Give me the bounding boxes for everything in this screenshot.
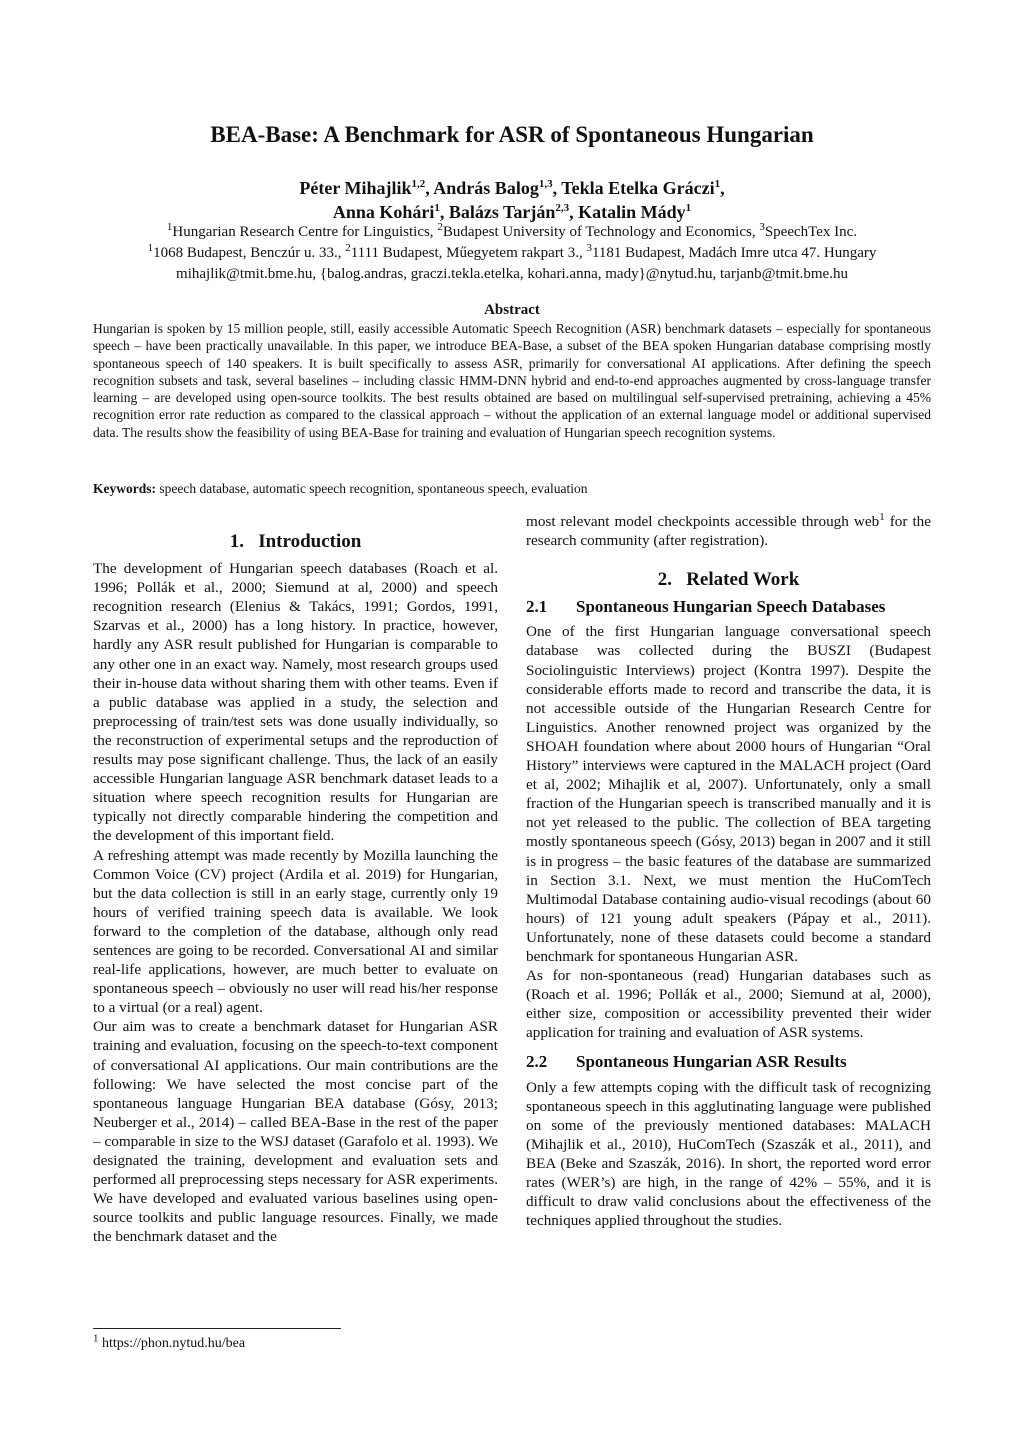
author-name: Anna Kohári [332,202,435,222]
keywords-label: Keywords: [93,481,156,496]
subsection-heading-databases [526,597,931,616]
affil-sup: 2 [437,221,443,233]
affil-sup: 2 [345,242,351,254]
paragraph-text: for the research community (after registration). [526,513,931,550]
footnote-marker: 1 [879,510,885,523]
author-name: Tekla Etelka Gráczi [561,178,715,198]
footnote-rule [93,1328,341,1329]
author-line-2 [0,200,1024,224]
right-column [526,512,931,1230]
affil-sup: 1 [147,242,154,254]
affil-text: SpeechTex Inc. [764,224,858,240]
author-name: András Balog [433,178,539,198]
author-name: Balázs Tarján [448,202,556,222]
section-heading-introduction: 1. Introduction [229,531,362,552]
author-sep: , [720,178,725,198]
affil-sup: 1 [166,221,173,233]
author-affil-sup: 1 [434,202,440,214]
paragraph-text: most relevant model checkpoints accessible through web [526,513,880,530]
keywords [93,480,931,497]
paragraph: Our aim was to create a benchmark dataset for Hungarian ASR training and evaluation, focusing on the speech-to-text component of conversational AI applications. Our main contributions are the following: We have selected the most concise part of the spontaneous language Hungarian BEA database (Gósy, 2013; Neuberger et al., 2014) – called BEA-Base in the rest of the paper – comparable in size to the WSJ dataset (Garafolo et al. 1993). We designated the training, development and evaluation sets and performed all preprocessing steps necessary for ASR experiments. We have developed and evaluated various baselines using open-source toolkits and public language resources. Finally, we made the benchmark dataset and the [93,1018,498,1246]
author-sep: , [552,178,562,198]
paragraph: As for non-spontaneous (read) Hungarian databases such as (Roach et al. 1996; Pollák et al., 2000; Siemund at al, 2000), either size, composition or accessibility prevented their wider application for training and evaluation of ASR systems. [526,967,931,1042]
author-sep: , [569,202,579,222]
author-name: Katalin Mády [578,202,686,222]
abstract-heading: Abstract [484,302,540,318]
author-list [0,176,1024,224]
paragraph-continued [526,512,931,550]
footnote-link[interactable]: https://phon.nytud.hu/bea [98,1336,246,1351]
paragraph: Only a few attempts coping with the difficult task of recognizing spontaneous speech in this agglutinating language were published on some of the previously mentioned databases: MALACH (Mihajlik et al., 2010), HuComTech (Szaszák et al., 2011), and BEA (Beke and Szaszák, 2016). In short, the reported word error rates (WER’s) are high, in the range of 42% – 55%, and it is difficult to draw valid conclusions about the effectiveness of the techniques applied throughout the studies. [526,1078,931,1230]
paragraph: The development of Hungarian speech databases (Roach et al. 1996; Pollák et al., 2000; Siemund at al, 2000) and speech recognition research (Elenius & Takács, 1991; Gordos, 1991, Szarvas et al., 2000) has a long history. In practice, however, hardly any ASR result published for Hungarian is comparable to any other one in an exact way. Namely, most research groups used their in-house data without sharing them with other teams. Even if a public database was applied in a study, the selection and preprocessing of train/test sets was done usually individually, so the reconstruction of experimental setups and the reproduction of results may pose significant challenge. Thus, the lack of an easily accessible Hungarian language ASR benchmark dataset leads to a situation where speech recognition results for Hungarian are typically not directly comparable hindering the competition and the development of this important field. [93,560,498,845]
author-affil-sup: 1 [685,202,692,214]
affil-sup: 3 [586,242,592,254]
affil-text: 1181 Budapest, Madách Imre utca 47. Hungary [591,245,877,261]
affiliation-names [0,222,1024,243]
affiliations [0,222,1024,285]
author-affil-sup: 1,2 [411,178,426,190]
author-emails: mihajlik@tmit.bme.hu, {balog.andras, graczi.tekla.etelka, kohari.anna, mady}@nytud.hu, tarjanb@tmit.bme.hu [176,266,848,282]
footnote [93,1332,246,1352]
affil-text: 1068 Budapest, Benczúr u. 33., [153,245,346,261]
paragraph: One of the first Hungarian language conversational speech database was collected during the BUSZI (Budapest Sociolinguistic Interviews) project (Kontra 1997). Despite the considerable efforts made to record and transcribe the data, it is not accessible outside of the Hungarian Research Centre for Linguistics. Another renowned project was organized by the SHOAH foundation where about 2000 hours of Hungarian “Oral History” interviews were captured in the MALACH project (Oard et al, 2002; Mihajlik et al, 2007). Unfortunately, only a small fraction of the Hungarian speech is transcribed manually and it is not yet released to the public. The collection of BEA targeting mostly spontaneous speech (Gósy, 2013) began in 2007 and it still is in progress – the basic features of the database are summarized in Section 3.1. Next, we must mention the HuComTech Multimodal Database containing audio-visual recodings (about 60 hours) of 121 young adult speakers (Pápay et al., 2011). Unfortunately, none of these datasets could become a standard benchmark for spontaneous Hungarian ASR. [526,623,931,965]
affil-text: 1111 Budapest, Műegyetem rakpart 3., [350,245,587,261]
subsection-number: 2.2 [526,1052,548,1072]
subsection-number: 2.1 [526,597,548,617]
subsection-title: Spontaneous Hungarian Speech Databases [576,597,886,617]
affil-sup: 3 [759,221,765,233]
affil-text: Budapest University of Technology and Economics, [442,224,760,240]
footnote-number: 1 [93,1332,99,1345]
subsection-title: Spontaneous Hungarian ASR Results [576,1052,847,1072]
affiliation-addresses [0,243,1024,264]
section-heading-related-work: 2. Related Work [657,569,800,591]
author-affil-sup: 1,3 [538,178,553,190]
author-sep: , [439,202,449,222]
author-affil-sup: 1 [714,178,721,190]
author-name: Péter Mihajlik [299,178,412,198]
subsection-heading-asr-results [526,1052,931,1071]
author-line-1 [0,176,1024,200]
left-column [93,532,498,1246]
keywords-text: speech database, automatic speech recognition, spontaneous speech, evaluation [156,481,588,496]
paper-title: BEA-Base: A Benchmark for ASR of Spontaneous Hungarian [210,122,814,147]
author-affil-sup: 2,3 [555,202,570,214]
paragraph: A refreshing attempt was made recently by Mozilla launching the Common Voice (CV) project (Ardila et al. 2019) for Hungarian, but the data collection is still in an early stage, currently only 19 hours of verified training speech data is available. We look forward to the completion of the database, although only read sentences are going to be recorded. Conversational AI and similar real-life applications, however, are much better to evaluate on spontaneous speech – obviously no user will read his/her response to a virtual (or a real) agent. [93,846,498,1017]
abstract-text: Hungarian is spoken by 15 million people, still, easily accessible Automatic Speech Recognition (ASR) benchmark datasets – especially for spontaneous speech – have been practically unavailable. In this paper, we introduce BEA-Base, a subset of the BEA spoken Hungarian database comprising mostly spontaneous speech of 140 speakers. It is built specifically to assess ASR, primarily for conversational AI applications. After defining the speech recognition subsets and task, several baselines – including classic HMM-DNN hybrid and end-to-end approaches augmented by cross-language transfer learning – are developed using open-source toolkits. The best results obtained are based on multilingual self-supervised pretraining, achieving a 45% recognition error rate reduction as compared to the classical approach – without the application of an external language model or additional supervised data. The results show the feasibility of using BEA-Base for training and evaluation of Hungarian speech recognition systems. [93,321,931,440]
author-sep: , [425,178,434,198]
affil-text: Hungarian Research Centre for Linguistics, [172,224,438,240]
